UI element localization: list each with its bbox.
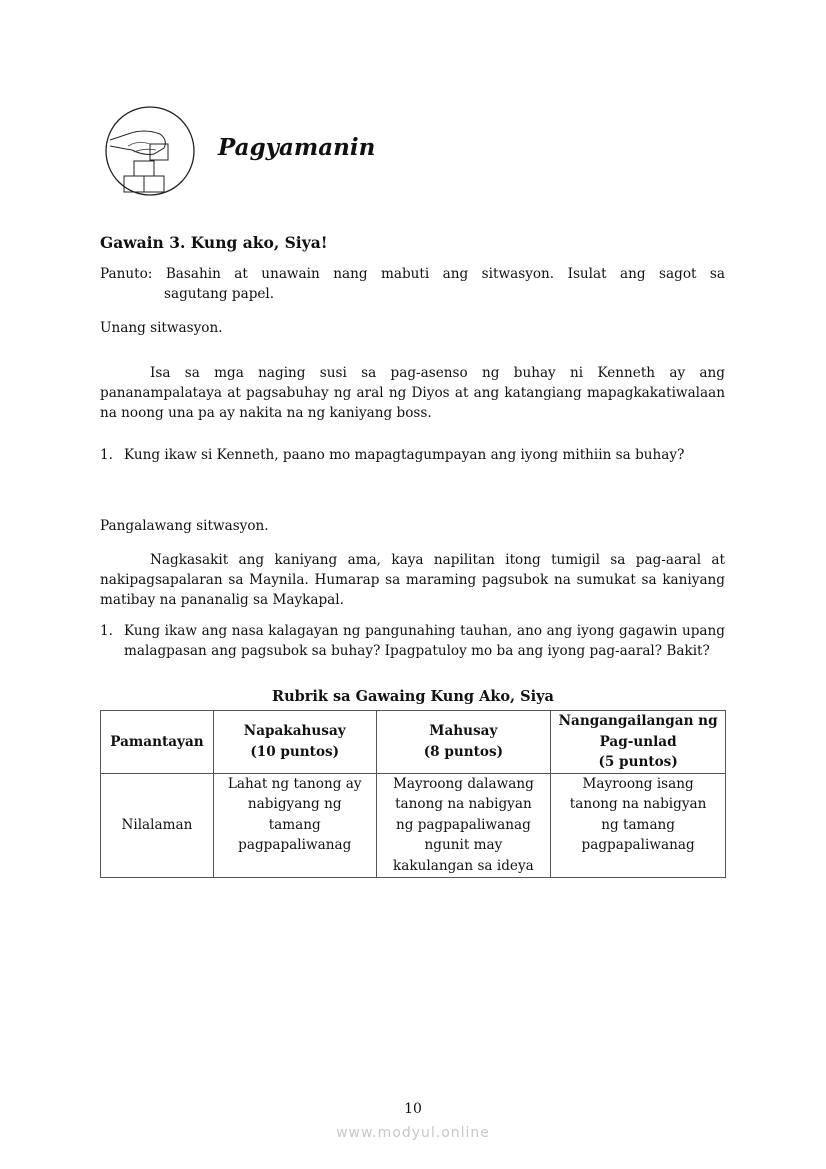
criteria-cell: Nilalaman [101,773,214,877]
header-cell: Mahusay (8 puntos) [376,711,551,774]
question-text: Kung ikaw ang nasa kalagayan ng pangunahing tauhan, ano ang iyong gagawin upang malagpasan ang pagsubok sa buhay? Ipagpatuloy mo ba ang iyong pag-aaral? Bakit? [124,623,725,659]
hand-stacking-blocks-icon [104,104,196,198]
header-cell: Pamantayan [101,711,214,774]
header-cell: Nangangailangan ng Pag-unlad (5 puntos) [551,711,726,774]
situation-1-label: Unang sitwasyon. [100,320,223,336]
situation-2-text: Nagkasakit ang kaniyang ama, kaya napilitan itong tumigil sa pag-aaral at nakipagsapalaran sa Maynila. Humarap sa maraming pagsubok na sumukat sa kaniyang matibay na pananalig sa Maykapal. [100,552,725,608]
question-text: Kung ikaw si Kenneth, paano mo mapagtagumpayan ang iyong mithiin sa buhay? [124,447,685,463]
header-cell: Napakahusay (10 puntos) [213,711,376,774]
rubric-cell: Mayroong dalawang tanong na nabigyan ng pagpapaliwanag ngunit may kakulangan sa ideya [376,773,551,877]
situation-1-text: Isa sa mga naging susi sa pag-asenso ng buhay ni Kenneth ay ang pananampalataya at pagsabuhay ng aral ng Diyos at ang katangiang mapagkakatiwalaan na noong una pa ay nakita na ng kaniyang boss. [100,365,725,421]
instructions [100,264,725,304]
instructions-line: Panuto: Basahin at unawain nang mabuti ang sitwasyon. Isulat ang sagot sa [100,266,725,282]
rubric-title: Rubrik sa Gawaing Kung Ako, Siya [272,688,554,705]
rubric-cell: Mayroong isang tanong na nabigyan ng tamang pagpapaliwanag [551,773,726,877]
situation-1-question [100,445,725,465]
rubric-table [100,710,726,878]
page-number: 10 [404,1101,422,1117]
rubric-row [101,773,726,877]
section-title: Pagyamanin [218,134,376,161]
instructions-line: sagutang papel. [164,286,275,302]
activity-title: Gawain 3. Kung ako, Siya! [100,233,328,252]
rubric-cell: Lahat ng tanong ay nabigyang ng tamang pagpapaliwanag [213,773,376,877]
situation-2-label: Pangalawang sitwasyon. [100,518,269,534]
rubric-header-row [101,711,726,774]
question-number: 1. [100,447,113,463]
situation-2-question [100,621,725,661]
watermark: www.modyul.online [336,1125,490,1141]
question-number: 1. [100,623,113,639]
